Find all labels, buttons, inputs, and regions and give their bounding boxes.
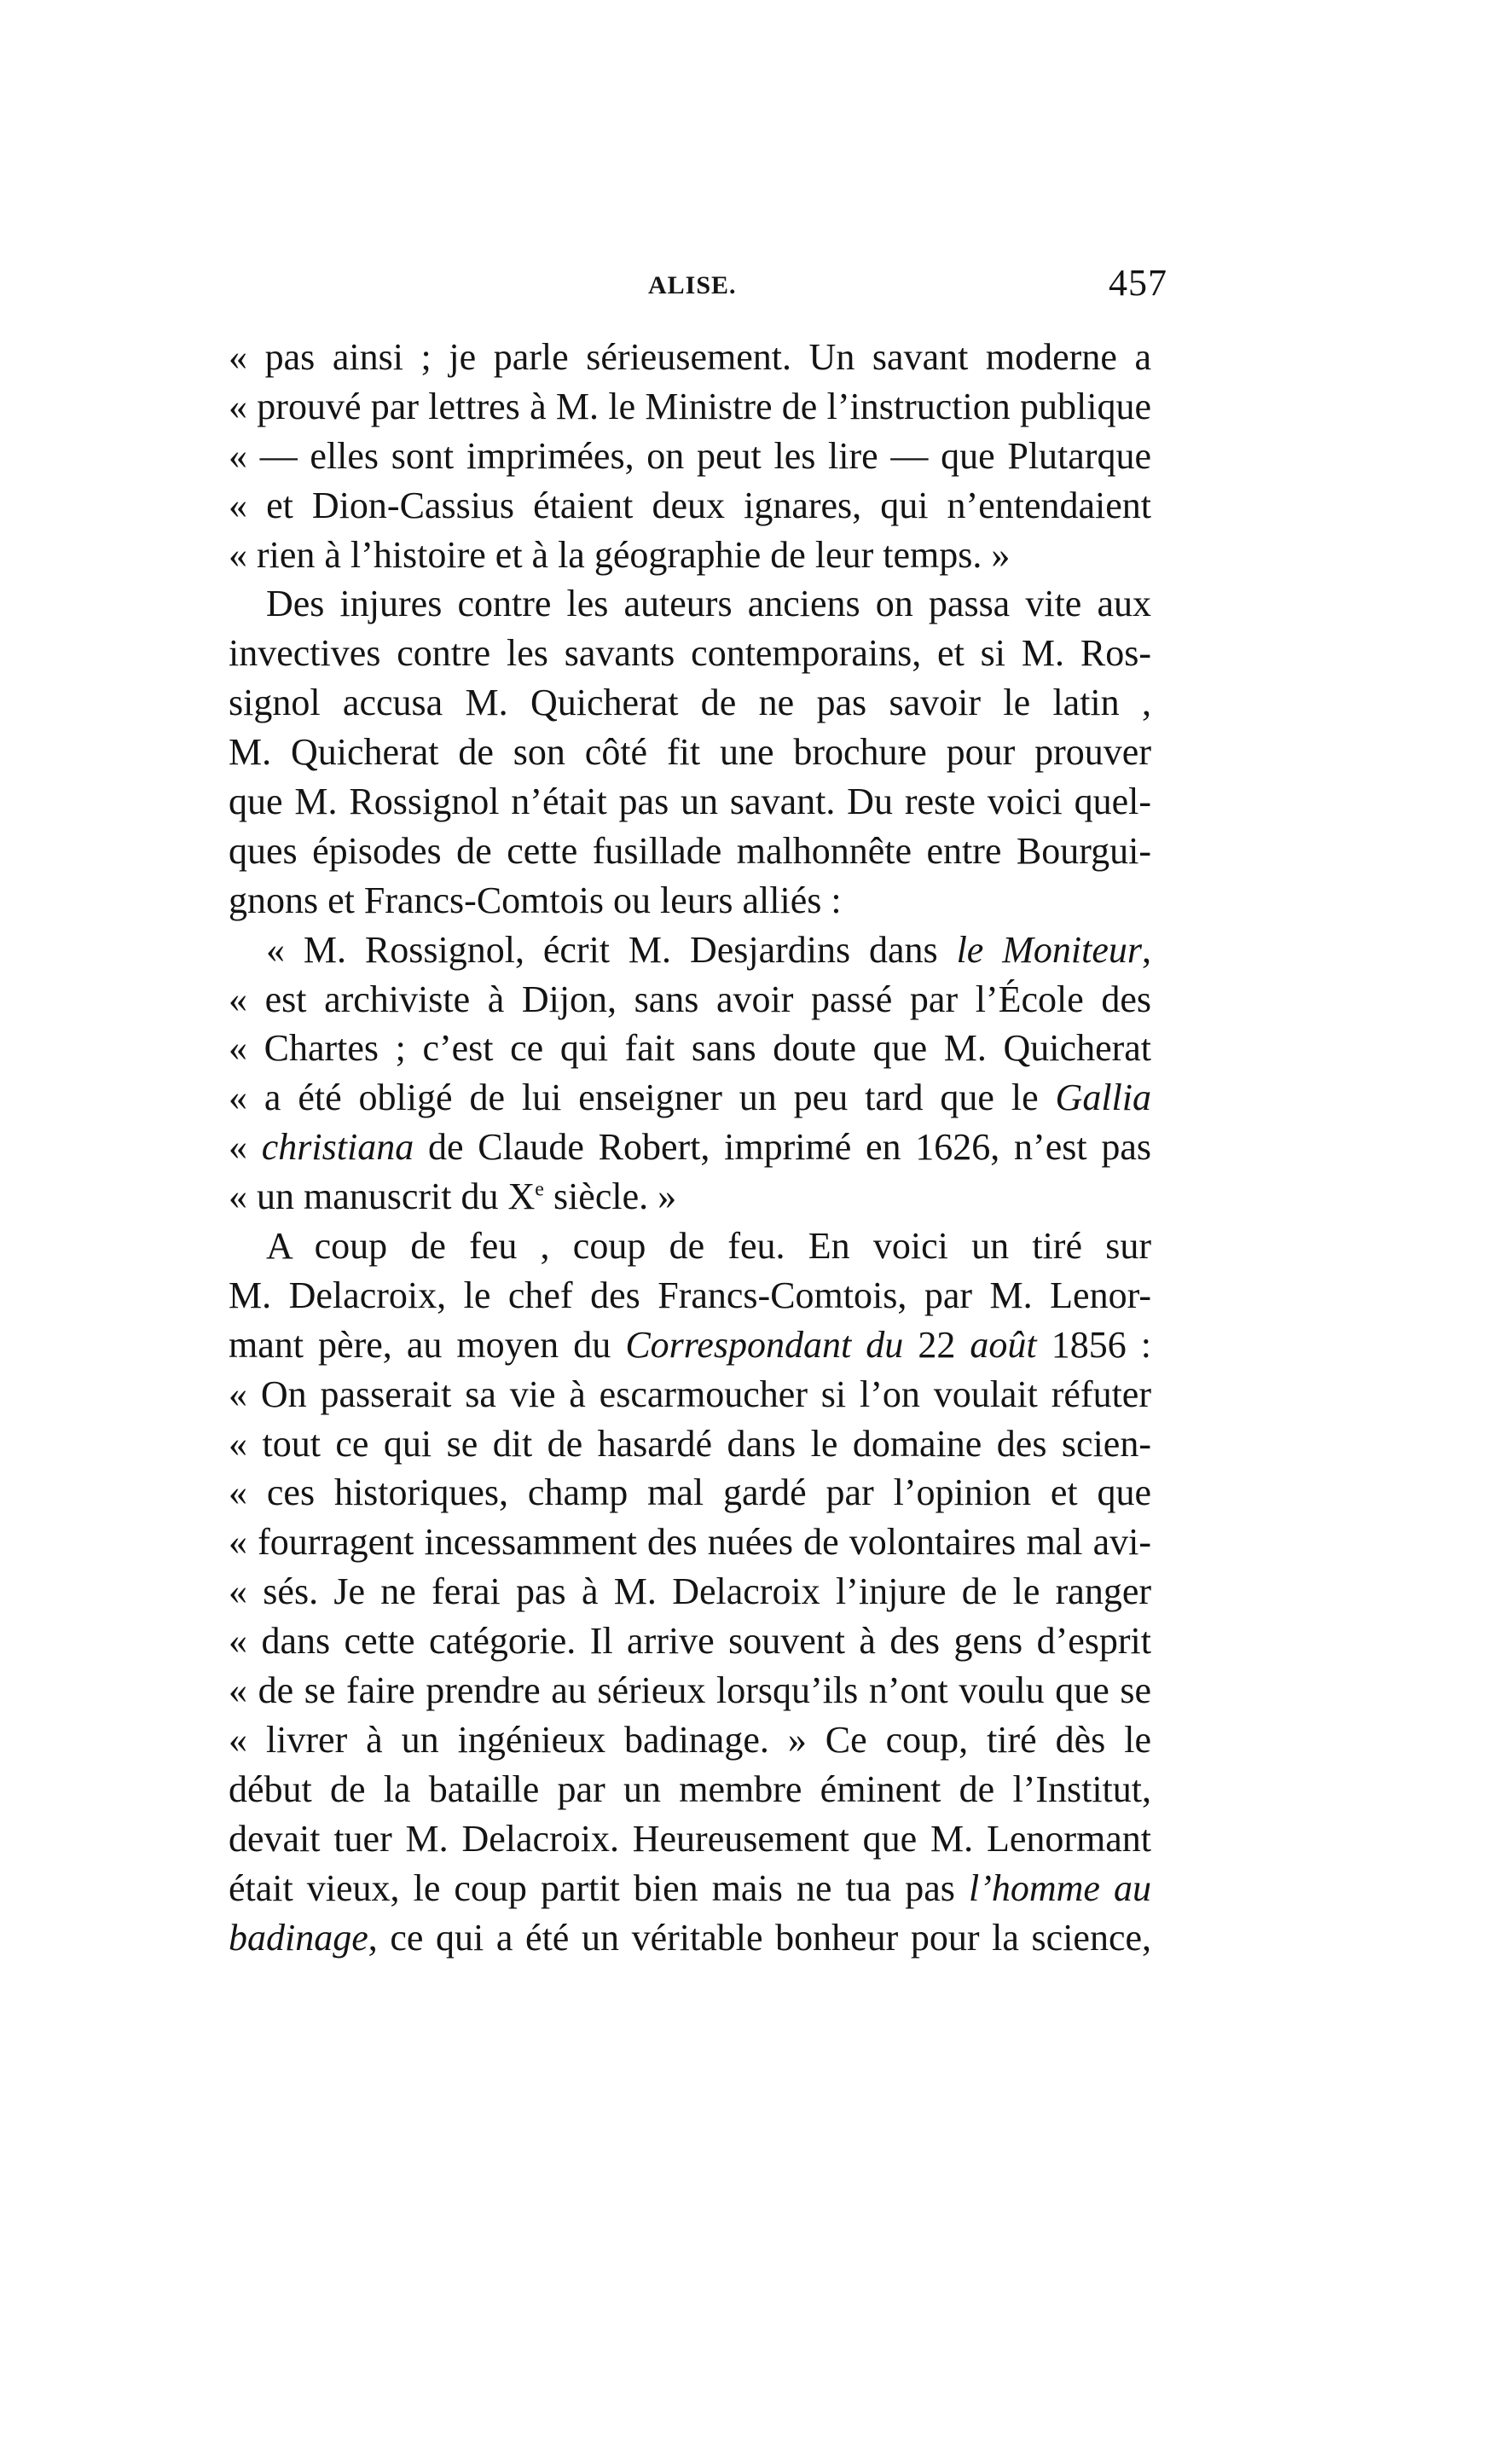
text-line	[229, 1616, 1151, 1666]
text-line	[229, 432, 1151, 481]
text-segment: « — elles sont imprimées, on peut les lire — que Plutarque	[229, 434, 1151, 477]
text-segment: «	[229, 1126, 262, 1169]
text-segment: « et Dion-Cassius étaient deux ignares, qui n’entendaient	[229, 484, 1151, 526]
text-segment: M. Delacroix, le chef des Francs-Comtois, par M. Lenor-	[229, 1274, 1151, 1316]
text-segment: devait tuer M. Delacroix. Heureusement que M. Lenormant	[229, 1817, 1151, 1860]
text-segment: « On passerait sa vie à escarmoucher si l’on voulait réfuter	[229, 1373, 1151, 1415]
text-line	[229, 1567, 1151, 1616]
text-segment: « dans cette catégorie. Il arrive souvent à des gens d’esprit	[229, 1620, 1151, 1663]
text-line	[229, 1320, 1151, 1370]
text-line	[229, 1172, 1151, 1222]
text-segment: 1856 :	[1036, 1323, 1151, 1366]
text-segment: « pas ainsi ; je parle sérieusement. Un savant moderne a	[229, 336, 1151, 378]
text-line	[229, 678, 1151, 728]
text-segment: siècle. »	[543, 1175, 677, 1218]
text-line	[229, 728, 1151, 777]
text-line	[229, 1073, 1151, 1123]
text-segment: M. Quicherat de son côté fit une brochure pour prouver	[229, 731, 1151, 774]
text-segment: « rien à l’histoire et à la géographie de leur temps. »	[229, 533, 1011, 576]
text-segment: signol accusa M. Quicherat de ne pas savoir le latin ,	[229, 682, 1151, 724]
text-segment: « Chartes ; c’est ce qui fait sans doute que M. Quicherat	[229, 1027, 1151, 1070]
text-segment: était vieux, le coup partit bien mais ne tua pas	[229, 1866, 969, 1909]
text-line	[229, 1666, 1151, 1715]
text-line	[229, 1370, 1151, 1419]
text-segment: de Claude Robert, imprimé en 1626, n’est pas	[414, 1126, 1151, 1169]
text-line	[229, 531, 1151, 580]
text-segment: « sés. Je ne ferai pas à M. Delacroix l’injure de le ranger	[229, 1570, 1151, 1613]
text-segment: gnons et Francs-Comtois ou leurs alliés :	[229, 879, 842, 921]
text-segment: ques épisodes de cette fusillade malhonnête entre Bourgui-	[229, 829, 1151, 872]
running-title: ALISE.	[648, 271, 737, 299]
italic-text: Gallia	[1055, 1077, 1151, 1119]
italic-text: Correspondant du	[625, 1323, 904, 1366]
text-line	[229, 1715, 1151, 1765]
superscript: e	[535, 1178, 544, 1201]
text-line	[229, 1864, 1151, 1913]
text-line	[229, 1419, 1151, 1469]
text-line	[229, 1518, 1151, 1567]
text-segment: 22	[903, 1323, 970, 1366]
italic-text: christiana	[261, 1126, 414, 1169]
text-segment: « un manuscrit du X	[229, 1175, 536, 1218]
italic-text: l’homme au	[968, 1866, 1151, 1909]
text-line	[229, 1468, 1151, 1518]
text-line	[229, 876, 1151, 926]
text-segment: « de se faire prendre au sérieux lorsqu’ils n’ont voulu que se	[229, 1669, 1151, 1712]
text-segment: « ces historiques, champ mal gardé par l’opinion et que	[229, 1471, 1151, 1514]
text-line	[229, 1024, 1151, 1073]
text-segment: Des injures contre les auteurs anciens on passa vite aux	[266, 583, 1151, 625]
text-segment: A coup de feu , coup de feu. En voici un tiré sur	[266, 1225, 1151, 1268]
text-line	[229, 975, 1151, 1024]
page-number: 457	[1109, 262, 1167, 304]
text-line	[229, 777, 1151, 827]
text-segment: invectives contre les savants contemporains, et si M. Ros-	[229, 632, 1151, 675]
italic-text: août	[970, 1323, 1037, 1366]
text-segment: début de la bataille par un membre éminent de l’Institut,	[229, 1767, 1151, 1810]
text-line	[229, 382, 1151, 432]
text-segment: ,	[1141, 928, 1151, 971]
text-line	[229, 579, 1151, 629]
text-line	[229, 827, 1151, 876]
text-segment: « fourragent incessamment des nuées de volontaires mal avi-	[229, 1521, 1151, 1564]
text-segment: « a été obligé de lui enseigner un peu tard que le	[229, 1077, 1056, 1119]
text-line	[229, 481, 1151, 531]
text-line	[229, 1814, 1151, 1864]
text-line	[229, 629, 1151, 678]
text-line	[229, 1222, 1151, 1271]
text-segment: « tout ce qui se dit de hasardé dans le domaine des scien-	[229, 1422, 1151, 1465]
text-line	[229, 1913, 1151, 1963]
text-line	[229, 926, 1151, 975]
text-segment: « est archiviste à Dijon, sans avoir passé par l’École des	[229, 978, 1151, 1020]
text-segment: mant père, au moyen du	[229, 1323, 626, 1366]
text-segment: « livrer à un ingénieux badinage. » Ce coup, tiré dès le	[229, 1718, 1151, 1761]
text-segment: « M. Rossignol, écrit M. Desjardins dans	[266, 928, 957, 971]
text-segment: « prouvé par lettres à M. le Ministre de l’instruction publique	[229, 385, 1151, 427]
text-segment: que M. Rossignol n’était pas un savant. Du reste voici quel-	[229, 781, 1151, 823]
text-line	[229, 1123, 1151, 1172]
italic-text: le Moniteur	[956, 928, 1142, 971]
body-text	[229, 333, 1151, 1962]
text-line	[229, 1271, 1151, 1320]
text-line	[229, 333, 1151, 382]
text-segment: , ce qui a été un véritable bonheur pour la science,	[368, 1916, 1151, 1959]
text-line	[229, 1765, 1151, 1814]
italic-text: badinage	[229, 1916, 368, 1959]
